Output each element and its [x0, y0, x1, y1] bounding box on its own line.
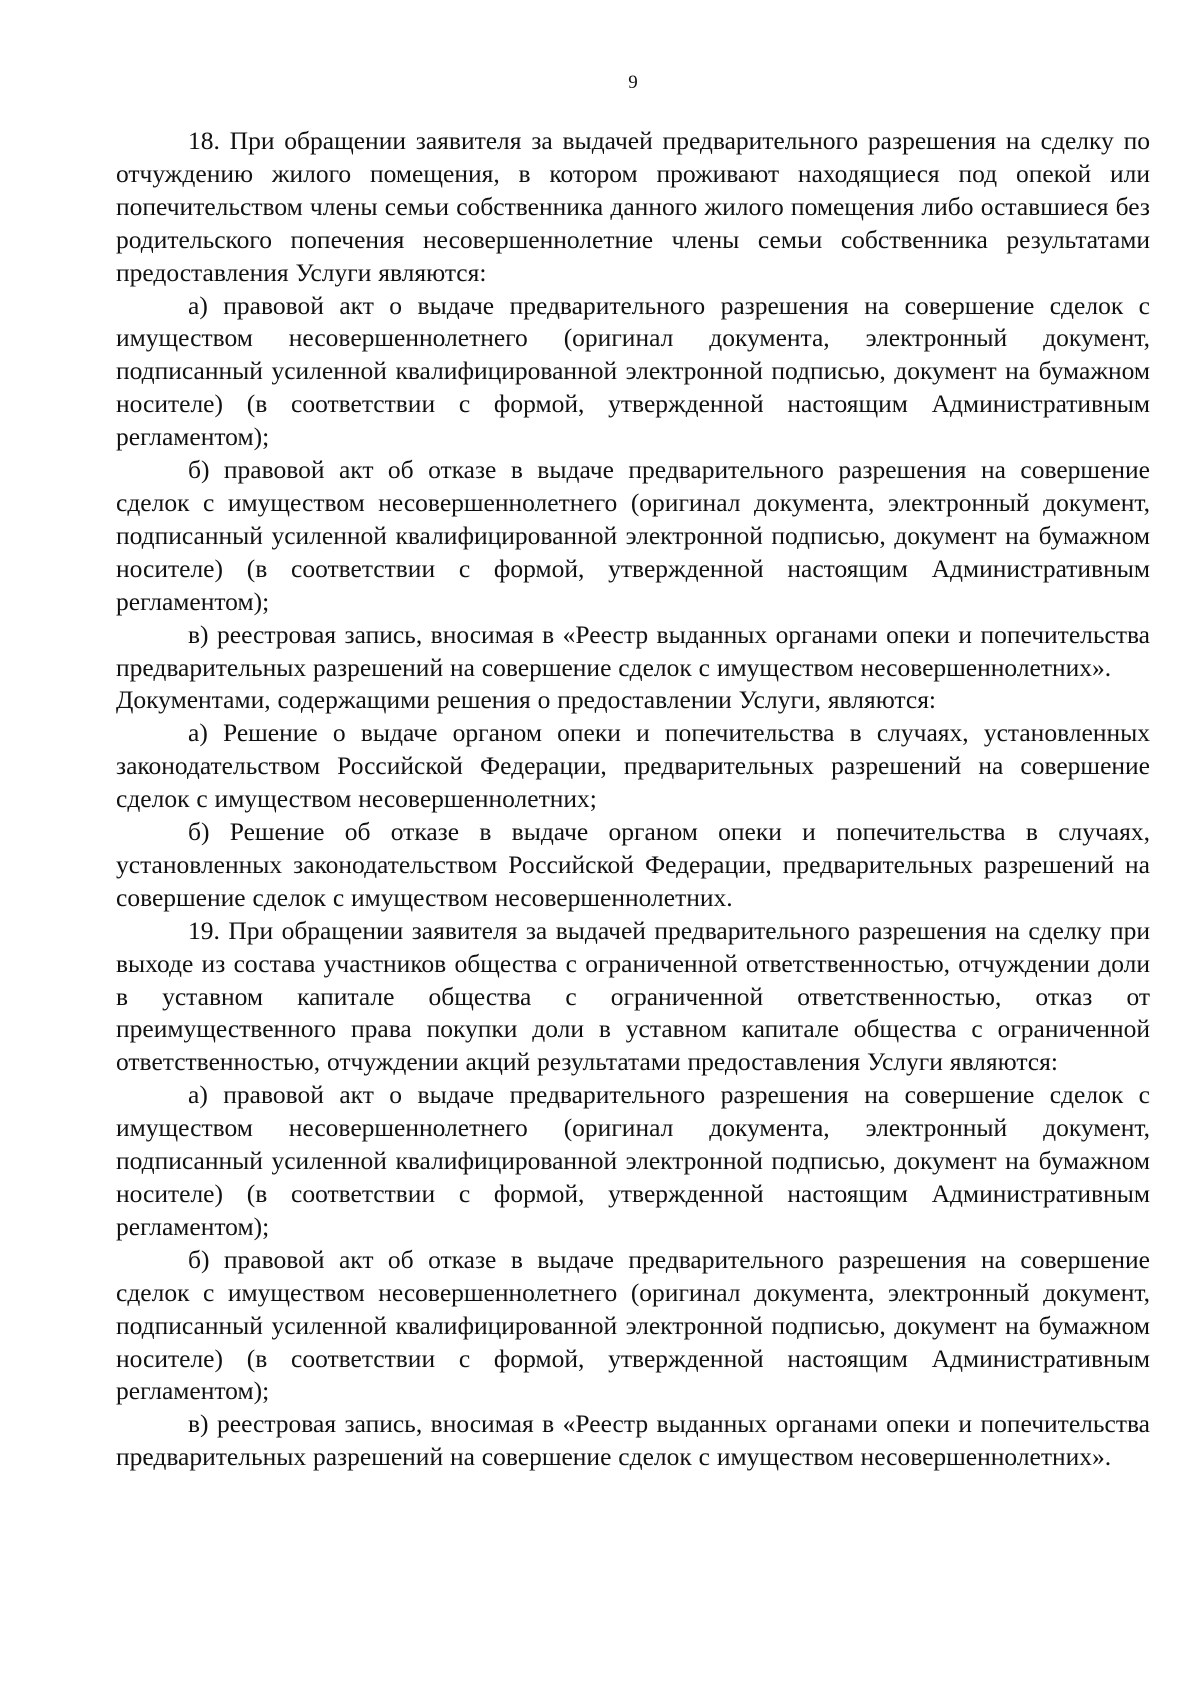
paragraph-18-item-b: б) правовой акт об отказе в выдаче предварительного разрешения на совершение сделок с имуществом несовершеннолетнего (оригинал документа, электронный документ, подписанный усиленной квалифицированной электронной подписью, документ на бумажном носителе) (в соответствии с формой, утвержденной настоящим Административным регламентом);: [116, 455, 1150, 616]
paragraph-19-intro: 19. При обращении заявителя за выдачей предварительного разрешения на сделку при выходе из состава участников общества с ограниченной ответственностью, отчуждении доли в уставном капитале общества с ограниченной ответственностью, отказ от преимущественного права покупки доли в уставном капитале общества с ограниченной ответственностью, отчуждении акций результатами предоставления Услуги являются:: [116, 915, 1150, 1077]
paragraph-19-item-b: б) правовой акт об отказе в выдаче предварительного разрешения на совершение сделок с имуществом несовершеннолетнего (оригинал документа, электронный документ, подписанный усиленной квалифицированной электронной подписью, документ на бумажном носителе) (в соответствии с формой, утвержденной настоящим Административным регламентом);: [116, 1244, 1150, 1406]
paragraph-decision-item-a: а) Решение о выдаче органом опеки и попечительства в случаях, установленных законодательством Российской Федерации, предварительных разрешений на совершение сделок с имуществом несовершеннолетних;: [116, 718, 1150, 814]
document-body: [116, 125, 1150, 1474]
paragraph-decision-documents: Документами, содержащими решения о предоставлении Услуги, являются:: [116, 685, 937, 715]
page-number: 9: [628, 72, 638, 93]
paragraph-decision-item-b: б) Решение об отказе в выдаче органом опеки и попечительства в случаях, установленных законодательством Российской Федерации, предварительных разрешений на совершение сделок с имуществом несовершеннолетних.: [116, 817, 1150, 912]
paragraph-19-item-c: в) реестровая запись, вносимая в «Реестр выданных органами опеки и попечительства предварительных разрешений на совершение сделок с имуществом несовершеннолетних».: [116, 1409, 1150, 1472]
paragraph-18-intro: 18. При обращении заявителя за выдачей предварительного разрешения на сделку по отчуждению жилого помещения, в котором проживают находящиеся под опекой или попечительством члены семьи собственника данного жилого помещения либо оставшиеся без родительского попечения несовершеннолетние члены семьи собственника результатами предоставления Услуги являются:: [116, 126, 1150, 287]
paragraph-18-item-c: в) реестровая запись, вносимая в «Реестр выданных органами опеки и попечительства предварительных разрешений на совершение сделок с имуществом несовершеннолетних».: [116, 619, 1150, 682]
paragraph-19-item-a: а) правовой акт о выдаче предварительного разрешения на совершение сделок с имуществом несовершеннолетнего (оригинал документа, электронный документ, подписанный усиленной квалифицированной электронной подписью, документ на бумажном носителе) (в соответствии с формой, утвержденной настоящим Административным регламентом);: [116, 1080, 1150, 1241]
paragraph-18-item-a: а) правовой акт о выдаче предварительного разрешения на совершение сделок с имуществом несовершеннолетнего (оригинал документа, электронный документ, подписанный усиленной квалифицированной электронной подписью, документ на бумажном носителе) (в соответствии с формой, утвержденной настоящим Административным регламентом);: [116, 290, 1150, 452]
